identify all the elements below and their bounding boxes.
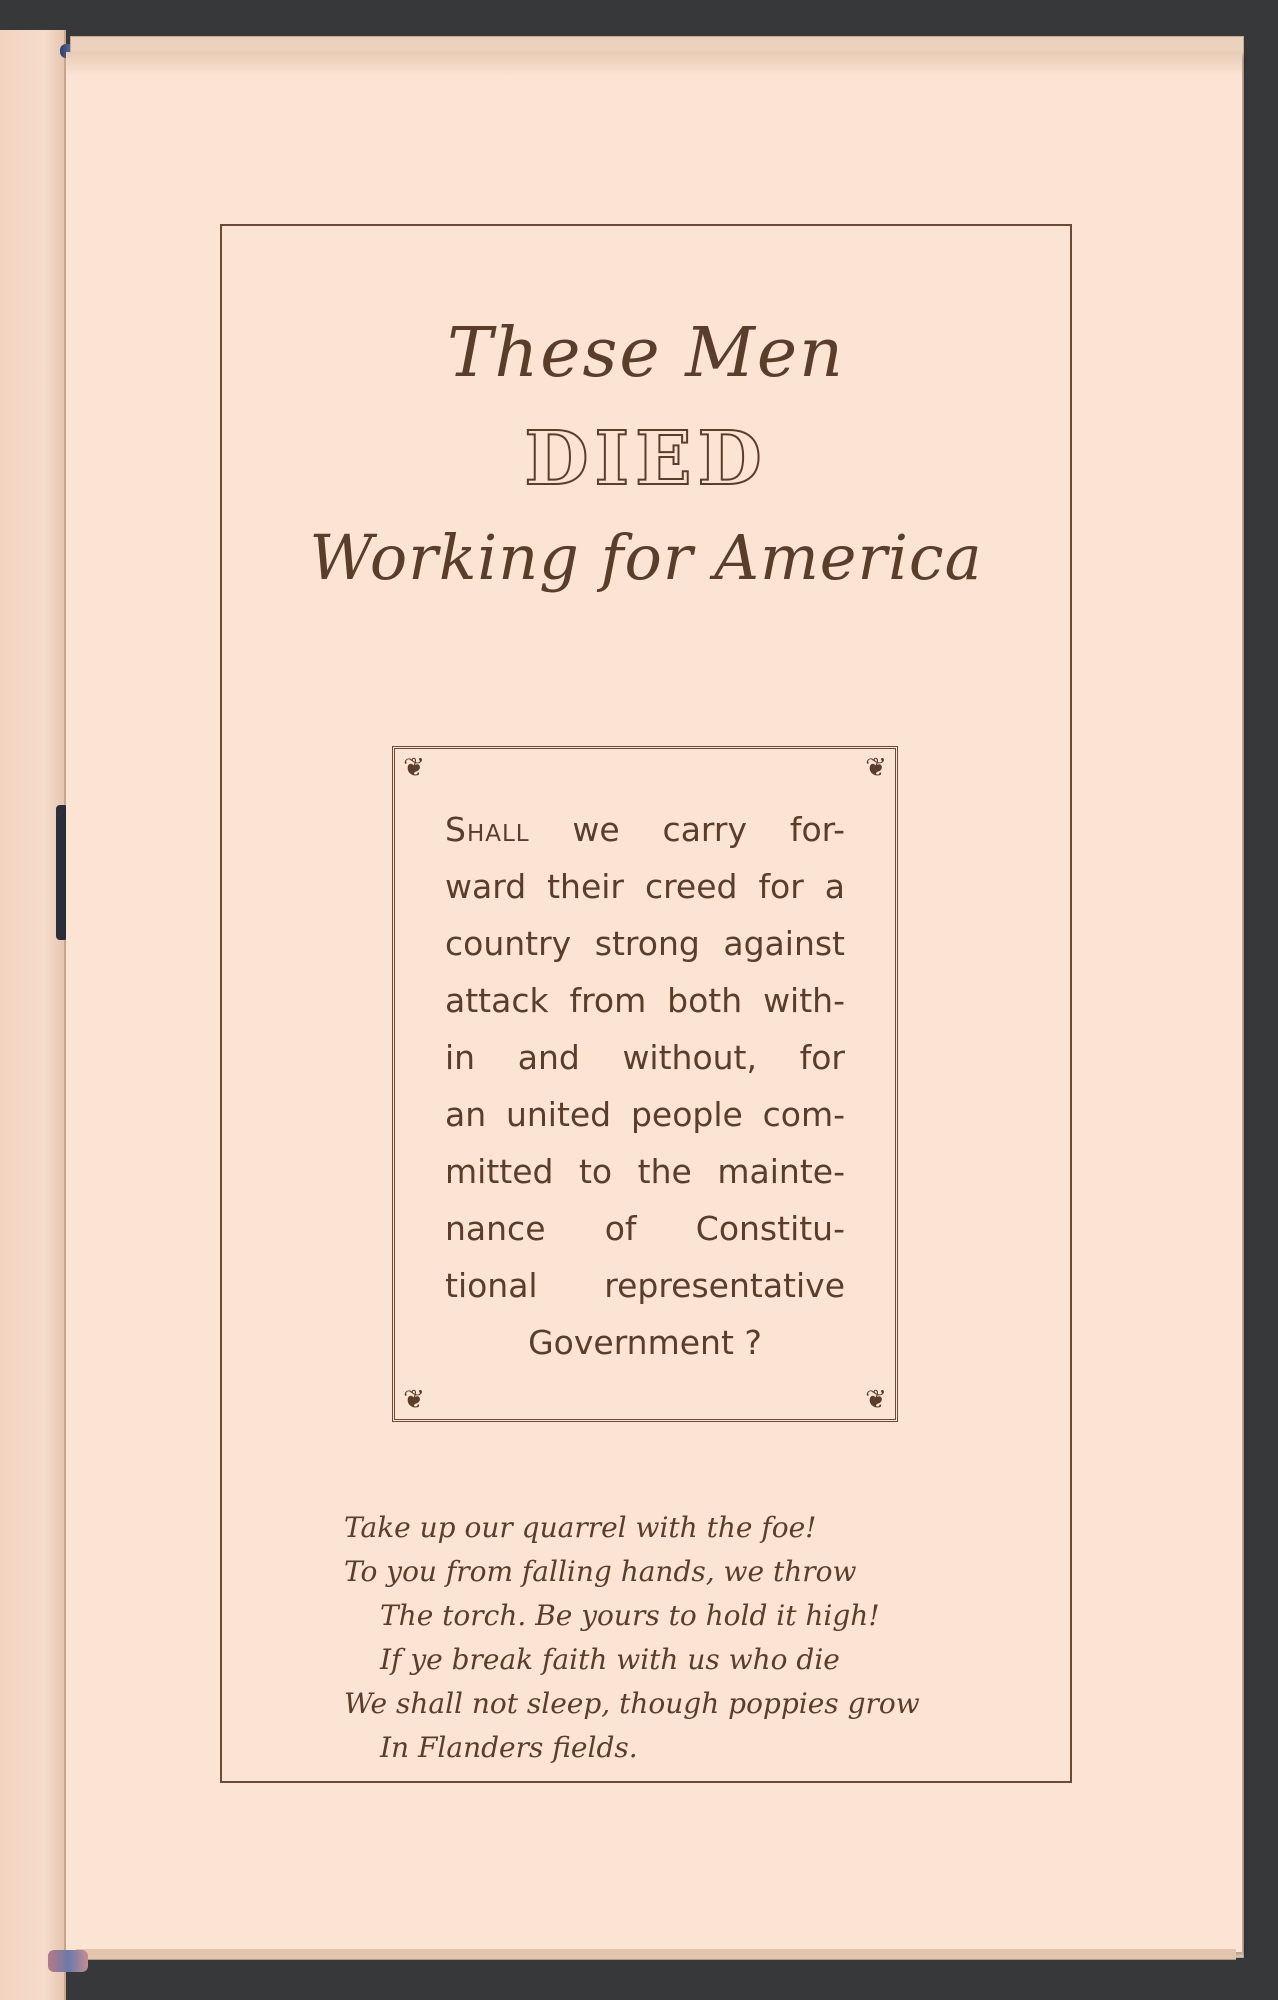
poem-line: Take up our quarrel with the foe! bbox=[344, 1511, 817, 1544]
creed-text bbox=[445, 801, 845, 1371]
creed-line: nance of Constitu- bbox=[445, 1209, 845, 1248]
heading-died: DIED bbox=[524, 416, 768, 502]
fleuron-icon: ❦ bbox=[865, 753, 887, 782]
creed-line: ward their creed for a bbox=[445, 867, 845, 906]
poem-line: If ye break faith with us who die bbox=[380, 1643, 840, 1676]
creed-line: Shall we carry for- bbox=[445, 810, 845, 849]
outer-rule-frame bbox=[220, 224, 1072, 1783]
poem-line: We shall not sleep, though poppies grow bbox=[344, 1687, 920, 1720]
page-bottom-edge bbox=[76, 1949, 1236, 1960]
creed-line: mitted to the mainte- bbox=[445, 1152, 845, 1191]
poem-line: In Flanders fields. bbox=[380, 1731, 638, 1764]
creed-line: Government ? bbox=[528, 1323, 762, 1362]
book-page bbox=[66, 52, 1242, 1952]
poem-line: The torch. Be yours to hold it high! bbox=[380, 1599, 880, 1632]
heading-working-for-america: Working for America bbox=[309, 521, 983, 594]
creed-line: an united people com- bbox=[445, 1095, 845, 1134]
fleuron-icon: ❦ bbox=[865, 1385, 887, 1414]
creed-line: tional representative bbox=[445, 1266, 845, 1305]
creed-line: country strong against bbox=[445, 924, 845, 963]
creed-lead-word: Shall bbox=[445, 810, 530, 849]
creed-line: in and without, for bbox=[445, 1038, 845, 1077]
binding-thread-bottom bbox=[48, 1950, 88, 1972]
poem-line: To you from falling hands, we throw bbox=[344, 1555, 857, 1588]
previous-page-edge bbox=[0, 30, 66, 2000]
fleuron-icon: ❦ bbox=[403, 1385, 425, 1414]
poem-verse bbox=[344, 1506, 964, 1770]
page-top-edge bbox=[66, 52, 1242, 76]
creed-box bbox=[392, 746, 898, 1422]
fleuron-icon: ❦ bbox=[403, 753, 425, 782]
heading-these-men: These Men bbox=[447, 314, 845, 393]
creed-line: attack from both with- bbox=[445, 981, 845, 1020]
